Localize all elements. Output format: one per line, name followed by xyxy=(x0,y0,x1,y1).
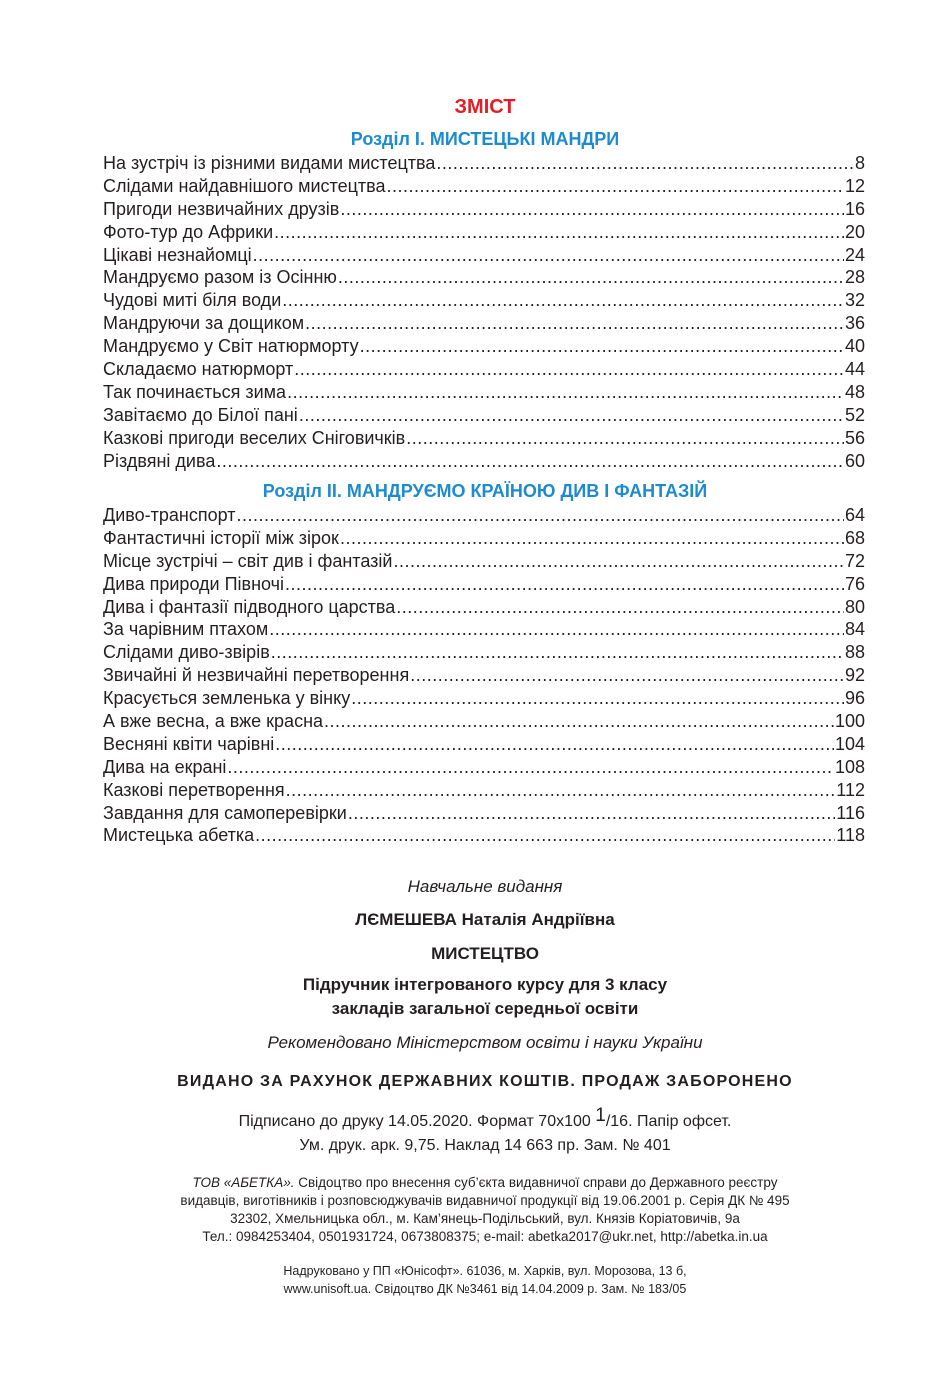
toc-entry xyxy=(103,404,865,427)
dot-leader xyxy=(227,756,834,779)
toc-entry-page: 48 xyxy=(844,381,865,402)
section-1-heading: Розділ І. МИСТЕЦЬКІ МАНДРИ xyxy=(350,129,620,149)
publisher-line-1 xyxy=(0,1174,952,1192)
toc-entry-title: Казкові пригоди веселих Сніговичків xyxy=(103,427,406,448)
dot-leader xyxy=(274,221,844,244)
section-1-entries xyxy=(103,152,865,472)
dot-leader xyxy=(393,550,844,573)
toc-entry-title: Весняні квіти чарівні xyxy=(103,733,275,754)
toc-entry-title: Фото-тур до Африки xyxy=(103,221,274,242)
toc-entry-page: 8 xyxy=(854,153,865,173)
toc-entry-page: 100 xyxy=(834,711,865,732)
toc-entry-page: 24 xyxy=(844,244,865,265)
toc-entry-page: 56 xyxy=(844,427,865,448)
toc-entry xyxy=(103,152,865,175)
toc-entry xyxy=(103,289,865,312)
toc-entry-page: 88 xyxy=(844,642,865,663)
toc-entry-title: Завдання для самоперевірки xyxy=(103,802,347,823)
toc-entry-page: 20 xyxy=(844,221,865,242)
printer-line-2: www.unisoft.ua. Свідоцтво ДК №3461 від 14.04.2009 р. Зам. № 183/05 xyxy=(283,1282,687,1296)
edition-type: Навчальне видання xyxy=(407,877,563,896)
toc-entry-title: Чудові миті біля води xyxy=(103,290,282,311)
toc-entry-title: Дива природи Півночі xyxy=(103,573,285,594)
dot-leader xyxy=(340,527,844,550)
dot-leader xyxy=(253,244,844,267)
toc-entry-page: 118 xyxy=(836,825,865,846)
print-details: Ум. друк. арк. 9,75. Наклад 14 663 пр. Зам. № 401 xyxy=(299,1137,671,1154)
toc-entry-page: 116 xyxy=(836,802,865,823)
toc-entry-title: Слідами диво-звірів xyxy=(103,642,270,663)
toc-entry xyxy=(103,358,865,381)
toc-entry-title: Красується земленька у вінку xyxy=(103,688,351,709)
toc-entry-page: 104 xyxy=(834,733,865,754)
dot-leader xyxy=(305,312,844,335)
book-title: МИСТЕЦТВО xyxy=(431,944,539,963)
toc-entry xyxy=(103,824,865,847)
dot-leader xyxy=(282,289,844,312)
subtitle-line-2: закладів загальної середньої освіти xyxy=(331,999,639,1018)
toc-entry-title: Дива на екрані xyxy=(103,756,227,777)
toc-entry xyxy=(103,641,865,664)
dot-leader xyxy=(236,504,844,527)
dot-leader xyxy=(275,733,834,756)
signed-suffix: . Папір офсет. xyxy=(628,1113,732,1130)
dot-leader xyxy=(299,404,844,427)
toc-entry-page: 84 xyxy=(844,619,865,640)
dot-leader xyxy=(351,687,844,710)
toc-entry xyxy=(103,527,865,550)
toc-entry-page: 80 xyxy=(844,596,865,617)
toc-entry-title: Цікаві незнайомці xyxy=(103,244,252,265)
toc-entry-page: 64 xyxy=(844,505,865,525)
format-numerator: 1 xyxy=(595,1105,606,1126)
toc-entry-title: Складаємо натюрморт xyxy=(103,359,294,380)
section-2-heading: Розділ ІІ. МАНДРУЄМО КРАЇНОЮ ДИВ І ФАНТАЗІЙ xyxy=(262,481,708,501)
toc-entry xyxy=(103,687,865,710)
toc-entry xyxy=(103,312,865,335)
toc-entry xyxy=(103,573,865,596)
toc-entry-title: Диво-транспорт xyxy=(103,505,236,525)
dot-leader xyxy=(269,618,844,641)
dot-leader xyxy=(406,427,844,450)
dot-leader xyxy=(294,358,844,381)
dot-leader xyxy=(286,779,836,802)
toc-entry xyxy=(103,335,865,358)
toc-entry xyxy=(103,550,865,573)
toc-entry-title: А вже весна, а вже красна xyxy=(103,711,324,732)
toc-entry xyxy=(103,779,865,802)
publisher-line-1-rest: Свідоцтво про внесення суб’єкта видавничої справи до Державного реєстру xyxy=(294,1175,778,1190)
toc-entry-title: Різдвяні дива xyxy=(103,450,216,471)
toc-entry-title: Мандруємо разом із Осінню xyxy=(103,267,337,288)
dot-leader xyxy=(324,710,834,733)
toc-entry xyxy=(103,802,865,825)
toc-entry-page: 68 xyxy=(844,527,865,548)
toc-title: ЗМІСТ xyxy=(454,96,516,118)
toc-entry-title: Казкові перетворення xyxy=(103,779,285,800)
dot-leader xyxy=(216,450,844,473)
format-denominator: /16 xyxy=(605,1113,629,1130)
dot-leader xyxy=(396,596,844,619)
toc-entry xyxy=(103,504,865,527)
toc-entry-page: 12 xyxy=(844,175,865,196)
toc-entry xyxy=(103,244,865,267)
toc-entry-page: 112 xyxy=(836,779,865,800)
toc-entry-title: Мандруємо у Світ натюрморту xyxy=(103,336,359,357)
toc-entry xyxy=(103,450,865,473)
toc-entry-title: Завітаємо до Білої пані xyxy=(103,404,298,425)
toc-entry xyxy=(103,198,865,221)
publisher-line-4: Тел.: 0984253404, 0501931724, 0673808375; e-mail: abetka2017@ukr.net, http://abetka.in.ua xyxy=(202,1229,768,1244)
toc-entry-title: Звичайні й незвичайні перетворення xyxy=(103,665,410,686)
toc-entry-title: За чарівним птахом xyxy=(103,619,269,640)
dot-leader xyxy=(287,381,844,404)
toc-entry-page: 32 xyxy=(844,290,865,311)
toc-entry-title: Фантастичні історії між зірок xyxy=(103,527,339,548)
state-funded-note: ВИДАНО ЗА РАХУНОК ДЕРЖАВНИХ КОШТІВ. ПРОДАЖ ЗАБОРОНЕНО xyxy=(177,1073,793,1090)
author-name: ЛЄМЕШЕВА Наталія Андріївна xyxy=(355,910,615,929)
toc-entry-title: Пригоди незвичайних друзів xyxy=(103,198,340,219)
recommended-note: Рекомендовано Міністерством освіти і науки України xyxy=(267,1033,703,1052)
toc-entry xyxy=(103,221,865,244)
toc-entry-title: Слідами найдавнішого мистецтва xyxy=(103,175,386,196)
toc-entry-page: 16 xyxy=(844,198,865,219)
dot-leader xyxy=(436,152,854,175)
toc-entry-page: 76 xyxy=(844,573,865,594)
toc-entry-page: 92 xyxy=(844,665,865,686)
toc-entry-title: Місце зустрічі – світ див і фантазій xyxy=(103,550,393,571)
toc-entry-page: 36 xyxy=(844,313,865,334)
toc-entry xyxy=(103,175,865,198)
dot-leader xyxy=(410,664,844,687)
toc-entry xyxy=(103,733,865,756)
signed-to-print xyxy=(0,1105,952,1132)
toc-entry xyxy=(103,710,865,733)
toc-entry-page: 52 xyxy=(844,404,865,425)
toc-entry-page: 72 xyxy=(844,550,865,571)
section-2-entries xyxy=(103,504,865,847)
printer-line-1: Надруковано у ПП «Юнісофт». 61036, м. Харків, вул. Морозова, 13 б, xyxy=(283,1264,687,1278)
dot-leader xyxy=(285,573,844,596)
toc-entry xyxy=(103,618,865,641)
dot-leader xyxy=(340,198,844,221)
publisher-line-2: видавців, виготівників і розповсюджувачів видавничої продукції від 19.06.2001 р. Серія ДК № 495 xyxy=(180,1193,790,1208)
toc-entry-page: 40 xyxy=(844,336,865,357)
toc-entry-page: 60 xyxy=(844,450,865,471)
toc-entry-page: 96 xyxy=(844,688,865,709)
dot-leader xyxy=(338,266,844,289)
toc-entry-title: Дива і фантазії підводного царства xyxy=(103,596,396,617)
publisher-line-3: 32302, Хмельницька обл., м. Кам’янець-Подільський, вул. Князів Коріатовичів, 9а xyxy=(230,1211,740,1226)
dot-leader xyxy=(360,335,844,358)
dot-leader xyxy=(255,824,835,847)
toc-entry-title: На зустріч із різними видами мистецтва xyxy=(103,153,436,173)
subtitle-line-1: Підручник інтегрованого курсу для 3 класу xyxy=(302,975,668,994)
dot-leader xyxy=(348,802,835,825)
toc-entry-title: Мистецька абетка xyxy=(103,825,255,846)
dot-leader xyxy=(387,175,844,198)
toc-entry xyxy=(103,381,865,404)
toc-entry xyxy=(103,756,865,779)
toc-entry xyxy=(103,596,865,619)
toc-entry-page: 28 xyxy=(844,267,865,288)
toc-entry xyxy=(103,664,865,687)
toc-entry-page: 44 xyxy=(844,359,865,380)
toc-entry xyxy=(103,266,865,289)
toc-entry-title: Мандруючи за дощиком xyxy=(103,313,305,334)
publisher-name: ТОВ «АБЕТКА». xyxy=(192,1175,295,1190)
signed-prefix: Підписано до друку 14.05.2020. Формат 70х100 xyxy=(238,1113,596,1130)
dot-leader xyxy=(271,641,844,664)
toc-entry xyxy=(103,427,865,450)
toc-entry-page: 108 xyxy=(834,756,865,777)
toc-entry-title: Так починається зима xyxy=(103,381,287,402)
